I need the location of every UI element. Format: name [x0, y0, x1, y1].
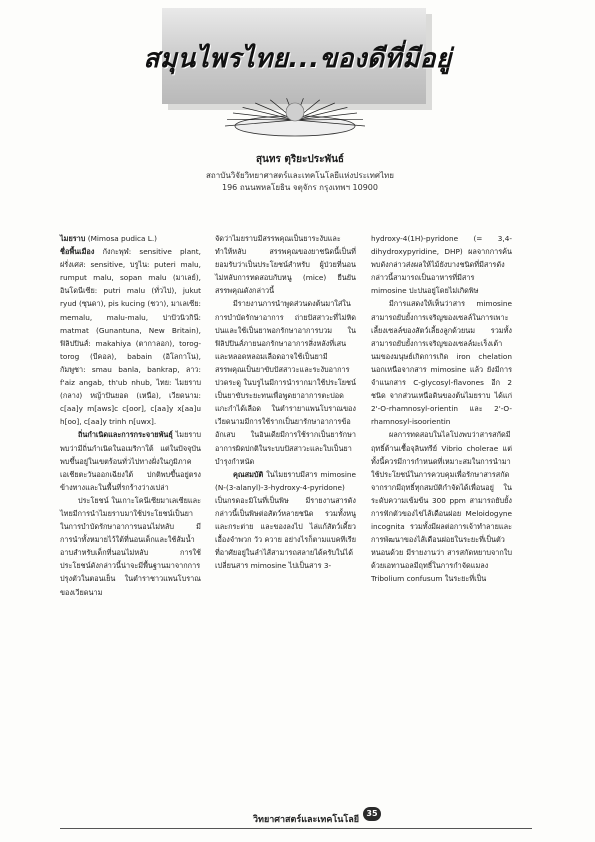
journal-name: วิทยาศาสตร์และเทคโนโลยี [252, 815, 359, 825]
page-title: สมุนไพรไทย...ของดีที่มีอยู่ [143, 44, 452, 74]
author-name: สุนทร ตุริยะประพันธ์ [255, 154, 345, 165]
paragraph: มีรายงานการนำพูดส่วนดงต้นมาใส่ในการบำบัดรักษาอาการ ถ่ายปัสสาวะที่ไม่หิดปนและใช้เป็นยาพอกรักษาอาการบวม ในฟิลิปปินส์ภายนอกรักษาอาการสิ่งหลังที่เสนและหลอดหลอมเลือดอาจใช้เป็นยามีสรรพคุณเป็นยาขับปัสสาวะและระงับอาการปวดระดู ในบรูไนมีการนำรากมาใช้ประโยชน์เป็นยาขับระยะทนเพื่อพูดยาอาการตะปอดแกะกำได้เลือด ในตำรายาแพนโบราณของเวียดนามมีการใช้รากเป็นยารักษาอาการข้ออักเสบ ในอินเดียมีการใช้รากเป็นยารักษาอาการผิดปกติในระบบปัสสาวะและใบเป็นยาบำรุงกำหนัด [215, 299, 356, 466]
text-column-2 [215, 232, 356, 572]
paragraph: ถิ่นกำเนิดและการกระจายพันธุ์ ไมยราบพบว่ามีถิ่นกำเนิดในอเมริกาใต้ แต่ในปัจจุบันพบขึ้นอยู่ในเขตร้อนทั่วไปทางฝั่งในภูมิภาคเอเชียตะวันออกเฉียงใต้ ปกติพบขึ้นอยู่ตรงข้างทางและในพื้นที่รกร้างว่างเปล่า [60, 430, 201, 492]
paragraph: จัดว่าไมยราบมีสรรพคุณเป็นยาระงับและทำให้หลับ สรรพคุณของยาชนิดนี้เป็นที่ยอมรับว่าเป็นประโยชน์สำหรับ ผู้ป่วยที่นอนไม่หลับการทดสอบกับหนู (mice) ยืนยันสรรพคุณดังกล่าวนี้ [215, 234, 356, 296]
text-column-1 [60, 232, 201, 599]
footer-divider [60, 828, 532, 829]
paragraph: ประโยชน์ ในเกาะโคนีเซียมาเลเซียและไทยมีการนำไมยราบมาใช้ประโยชน์เป็นยาในการบำบัดรักษาอาการนอนไม่หลับ มีการนำทั้งหมายไว้ใต้ที่นอนเด็กและใช้ส้มน้ำอาบสำหรับเด็กที่นอนไม่หลับ การใช้ประโยชน์ดังกล่าวนี้น่าจะมีพื้นฐานมาจากการปรุงตัวในตอนเย็น ในตำราชาวแพนโบราณของเวียดนาม [60, 495, 201, 597]
flower-center-icon [286, 103, 304, 121]
paragraph: คุณสมบัติ ในไมยราบมีสาร mimosine (N-(3-alanyl)-3-hydroxy-4-pyridone) เป็นกรดอะมิโนที่เป็นพิษ มีรายงานสารดังกล่าวนี้เป็นพิษต่อสัตว์หลายชนิด รวมทั้งหนูและกระต่าย และของลงไป ไล่แก้สัตว์เคี้ยวเอื้องจำพวก วัว ควาย อย่างไรก็ตามแบคทีเรียที่อาศัยอยู่ในลำไส้สามารถสลายได้ครับใน่ได้เปลี่ยนสาร mimosine ไปเป็นสาร 3- [215, 469, 356, 571]
paragraph: ไมยราบ (Mimosa pudica L.) [60, 234, 158, 243]
author-block [180, 152, 420, 194]
paragraph: ชื่อพื้นเมือง กังกะพุฬ: sensitive plant, ฝรั่งเศส: sensitive, บรูไน: puteri malu, rumput malu, sopan malu (มาเลย์), อินโดนีเซีย: putri malu (ทั่วไป), jukut ryud (ซุนดา), pis kucing (ชวา), มาเลเซีย: memalu, malu-malu, ปาปัวนิวกินี: matmat (Gunantuna, New Britain), ฟิลิปปินส์: makahiya (ตากาลอก), torog-torog (บีคอล), babain (อิโลกาโน), กัมพูชา: smau banla, bankrap, ลาว: f'aiz angab, th'ub nhub, ไทย: ไมยราบ (กลาง) หญ้าปันยอด (เหนือ), เวียดนาม: c[aa]y m[aws]c c[oor], c[aa]y x[aa]u h[oo], c[aa]y trinh n[uwx]. [60, 247, 201, 427]
herb-illustration [150, 90, 440, 150]
paragraph: ผลการทดสอบในไลโบ่งพบว่าสารสกัดมีฤทธิ์ต้านเชื้อจุลินทรีย์ Vibrio cholerae แต่ทั้งนี้ควรมีการกำหนดที่เหมาะสมในการนำมาใช้ประโยชน์ในการควบคุมเพื่อรักษาสารสกัดจากรากมีฤทธิ์ทุกสมบัติกำจัดได้เพื่อนอยู่ ในระดับความเข้มข้น 300 ppm สามารถยับยั้งการฟักตัวของไข่ไส้เดือนฝอย Meloidogyne incognita รวมทั้งมีผลต่อการเจ้าทำลายและการพัฒนาของไส้เดือนฝอยในระยะที่เป็นตัวหนอนด้วย มีรายงานว่า สารสกัดหยาบจากใบด้วยเอทานอลมีฤทธิ์ในการกำจัดแมลง Tribolium confusum ในระยะที่เป็น [371, 430, 512, 584]
page-number-badge: 35 [363, 807, 381, 821]
paragraph: hydroxy-4(1H)-pyridone (= 3,4-dihydroxypyridine, DHP) ผลจากการค้นพบดังกล่าวส่งผลให้ไม้ยังบางชนิดที่มีสารดังกล่าวนี้สามารถเป็นอาหารที่มีสาร mimosine ปะปนอยู่โดยไม่เกิดพิษ [371, 234, 512, 296]
text-column-3 [371, 232, 512, 586]
author-affiliation: สถาบันวิจัยวิทยาศาสตร์และเทคโนโลยีแห่งประเทศไทย [206, 171, 394, 180]
author-address: 196 ถนนพหลโยธิน จตุจักร กรุงเทพฯ 10900 [222, 183, 378, 192]
paragraph: มีการแสดงให้เห็นว่าสาร mimosine สามารถยับยั้งการเจริญของเซลล์ในการเพาะเลี้ยงเซลล์ของสัตว์เลี้ยงลูกด้วยนม รวมทั้งสามารถยับยั้งการเจริญของเซลล์มะเร็งเต้านมของมนุษย์เกิดการเกิด iron chelation นอกเหนือจากสาร mimosine แล้ว ยังมีการจำแนกสาร C-glycosyl-flavones อีก 2 ชนิด จากส่วนเหนือดินของต้นไมยราบ ได้แก่ 2'-O-rhamnosyl-orientin และ 2'-O-rhamnosyl-isoorientin [371, 299, 512, 427]
